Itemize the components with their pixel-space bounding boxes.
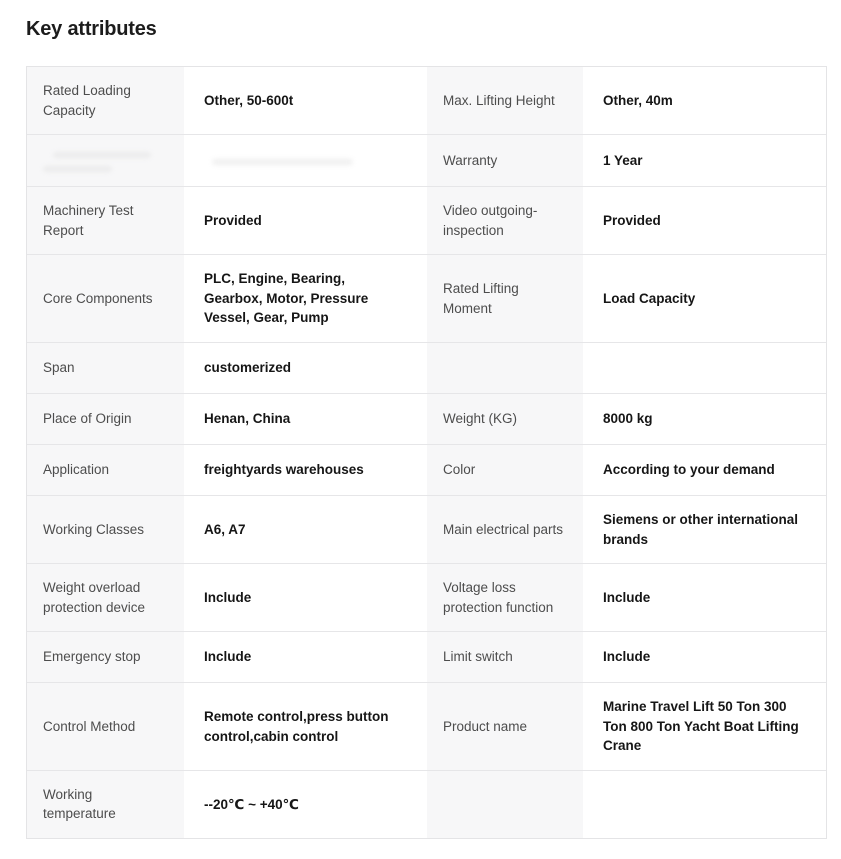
attribute-label: Place of Origin [27,394,186,444]
attribute-label: Weight overload protection device [27,564,186,631]
attribute-label: Main electrical parts [427,496,585,563]
attribute-label: Max. Lifting Height [427,67,585,134]
table-row [27,67,826,134]
attribute-value: Provided [585,187,826,254]
attribute-value: Include [585,632,826,682]
table-row [27,770,826,838]
table-row [27,134,826,186]
attribute-label: Span [27,343,186,393]
attribute-label: Machinery Test Report [27,187,186,254]
attribute-label [27,135,186,186]
attribute-label: Application [27,445,186,495]
attribute-value [585,771,826,838]
attribute-value [585,343,826,393]
table-row [27,444,826,495]
attribute-value: Load Capacity [585,255,826,342]
attribute-value: Include [186,632,427,682]
attribute-label: Working temperature [27,771,186,838]
attributes-table [26,66,827,839]
redacted-text-smudge [43,166,112,172]
attribute-value: --20℃ ~ +40℃ [186,771,427,838]
attribute-label: Core Components [27,255,186,342]
attribute-label: Voltage loss protection function [427,564,585,631]
table-row [27,186,826,254]
attribute-value: 1 Year [585,135,826,186]
attribute-value: Henan, China [186,394,427,444]
attribute-value: Other, 40m [585,67,826,134]
attribute-value: According to your demand [585,445,826,495]
attribute-label: Control Method [27,683,186,770]
table-row [27,682,826,770]
attribute-value: Remote control,press button control,cabin control [186,683,427,770]
attribute-label [427,771,585,838]
attribute-label: Rated Loading Capacity [27,67,186,134]
redacted-text-smudge [212,159,353,165]
attribute-value: freightyards warehouses [186,445,427,495]
attribute-value: Provided [186,187,427,254]
table-row [27,254,826,342]
attribute-value: customerized [186,343,427,393]
attribute-label: Color [427,445,585,495]
table-row [27,563,826,631]
attribute-value: Marine Travel Lift 50 Ton 300 Ton 800 Ton Yacht Boat Lifting Crane [585,683,826,770]
attribute-value: PLC, Engine, Bearing, Gearbox, Motor, Pressure Vessel, Gear, Pump [186,255,427,342]
table-row [27,631,826,682]
attribute-value: A6, A7 [186,496,427,563]
attribute-value: Siemens or other international brands [585,496,826,563]
attribute-label: Warranty [427,135,585,186]
attribute-label: Product name [427,683,585,770]
table-row [27,342,826,393]
table-row [27,495,826,563]
table-row [27,393,826,444]
attribute-label: Limit switch [427,632,585,682]
attribute-value: Other, 50-600t [186,67,427,134]
attribute-label: Video outgoing-inspection [427,187,585,254]
attribute-value: Include [186,564,427,631]
attribute-label: Weight (KG) [427,394,585,444]
attribute-label: Working Classes [27,496,186,563]
attribute-label [427,343,585,393]
attribute-value: 8000 kg [585,394,826,444]
attribute-label: Emergency stop [27,632,186,682]
page-title: Key attributes [26,18,157,40]
attribute-label: Rated Lifting Moment [427,255,585,342]
attribute-value: Include [585,564,826,631]
attribute-value [186,135,427,186]
redacted-text-smudge [53,152,151,158]
